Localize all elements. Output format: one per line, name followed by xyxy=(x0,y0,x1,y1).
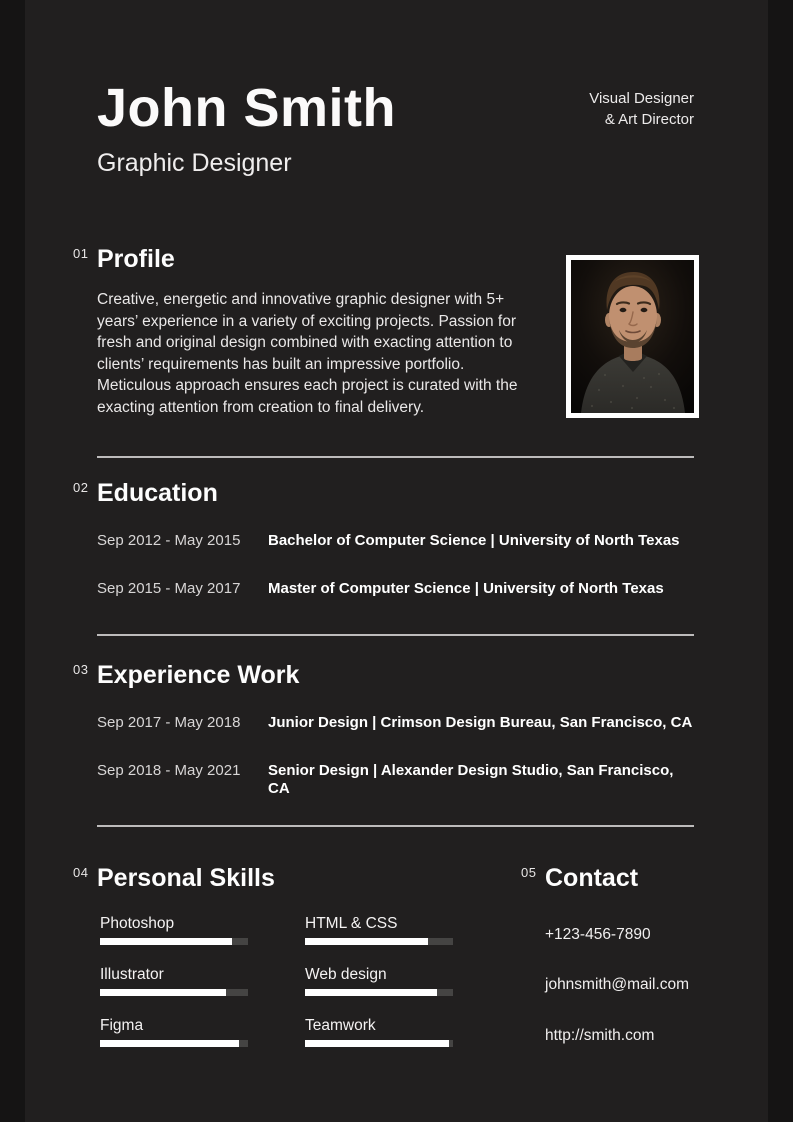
education-description: Bachelor of Computer Science | University of North Texas xyxy=(268,532,680,549)
skill-bar-track xyxy=(305,938,453,945)
experience-entry xyxy=(97,714,694,732)
skill-illustrator xyxy=(100,966,248,996)
skill-label: Illustrator xyxy=(100,966,164,983)
education-section-heading xyxy=(73,479,694,507)
skill-bar-fill xyxy=(305,1040,449,1047)
header xyxy=(97,0,694,177)
tagline-line-2: & Art Director xyxy=(604,111,694,128)
experience-dates: Sep 2018 - May 2021 xyxy=(97,762,241,779)
skill-figma xyxy=(100,1017,248,1047)
skills-section xyxy=(73,864,453,1047)
education-section-title: Education xyxy=(97,479,218,507)
education-description: Master of Computer Science | University of North Texas xyxy=(268,580,664,597)
contact-website[interactable]: http://smith.com xyxy=(545,1027,655,1044)
skill-label: Teamwork xyxy=(305,1017,376,1034)
person-name: John Smith xyxy=(97,78,396,138)
skill-label: Figma xyxy=(100,1017,144,1034)
skill-bar-fill xyxy=(305,989,437,996)
education-entry xyxy=(97,532,694,550)
divider xyxy=(97,456,694,458)
divider xyxy=(97,634,694,636)
skill-photoshop xyxy=(100,915,248,945)
skill-bar-track xyxy=(100,938,248,945)
contact-email[interactable]: johnsmith@mail.com xyxy=(545,976,690,993)
skill-bar-fill xyxy=(305,938,428,945)
tagline-line-1: Visual Designer xyxy=(589,90,694,107)
education-dates: Sep 2015 - May 2017 xyxy=(97,580,241,597)
skill-label: Web design xyxy=(305,966,387,983)
skill-bar-fill xyxy=(100,938,232,945)
skills-grid xyxy=(97,894,453,1047)
experience-dates: Sep 2017 - May 2018 xyxy=(97,714,241,731)
skills-section-title: Personal Skills xyxy=(97,864,275,892)
tagline xyxy=(589,88,694,130)
skill-html-css xyxy=(305,915,453,945)
experience-section-number: 03 xyxy=(73,662,89,677)
education-dates: Sep 2012 - May 2015 xyxy=(97,532,241,549)
person-role: Graphic Designer xyxy=(97,149,292,177)
profile-section-number: 01 xyxy=(73,246,89,261)
skills-section-heading xyxy=(73,864,453,892)
experience-description: Senior Design | Alexander Design Studio, San Francisco, CA xyxy=(268,762,674,797)
experience-section-title: Experience Work xyxy=(97,661,300,689)
bottom-area xyxy=(73,864,694,1047)
contact-section-title: Contact xyxy=(545,864,639,892)
skill-bar-track xyxy=(305,1040,453,1047)
portrait-illustration xyxy=(571,260,694,413)
contact-section-heading xyxy=(521,864,694,892)
skill-bar-track xyxy=(100,1040,248,1047)
skill-web-design xyxy=(305,966,453,996)
skill-bar-track xyxy=(305,989,453,996)
education-section-number: 02 xyxy=(73,480,89,495)
profile-section-title: Profile xyxy=(97,245,175,273)
experience-section-heading xyxy=(73,661,694,689)
contact-section-number: 05 xyxy=(521,865,537,880)
skill-bar-fill xyxy=(100,1040,239,1047)
resume-page xyxy=(25,0,768,1122)
skill-teamwork xyxy=(305,1017,453,1047)
contact-phone[interactable]: +123-456-7890 xyxy=(545,926,651,943)
skill-label: Photoshop xyxy=(100,915,175,932)
divider xyxy=(97,825,694,827)
profile-photo xyxy=(566,255,699,418)
profile-summary: Creative, energetic and innovative graphic designer with 5+ years’ experience in a variety of exciting projects. Passion for fresh and original design combined with exacting attention to clients’ requirements has built an impressive portfolio. Meticulous approach ensures each project is curated with the exacting attention from creation to final delivery. xyxy=(97,291,518,416)
experience-description: Junior Design | Crimson Design Bureau, San Francisco, CA xyxy=(268,714,693,731)
skill-bar-track xyxy=(100,989,248,996)
contact-section xyxy=(521,864,694,1047)
skill-label: HTML & CSS xyxy=(305,915,398,932)
experience-entry xyxy=(97,762,694,798)
skills-section-number: 04 xyxy=(73,865,89,880)
education-entry xyxy=(97,580,694,598)
skill-bar-fill xyxy=(100,989,226,996)
